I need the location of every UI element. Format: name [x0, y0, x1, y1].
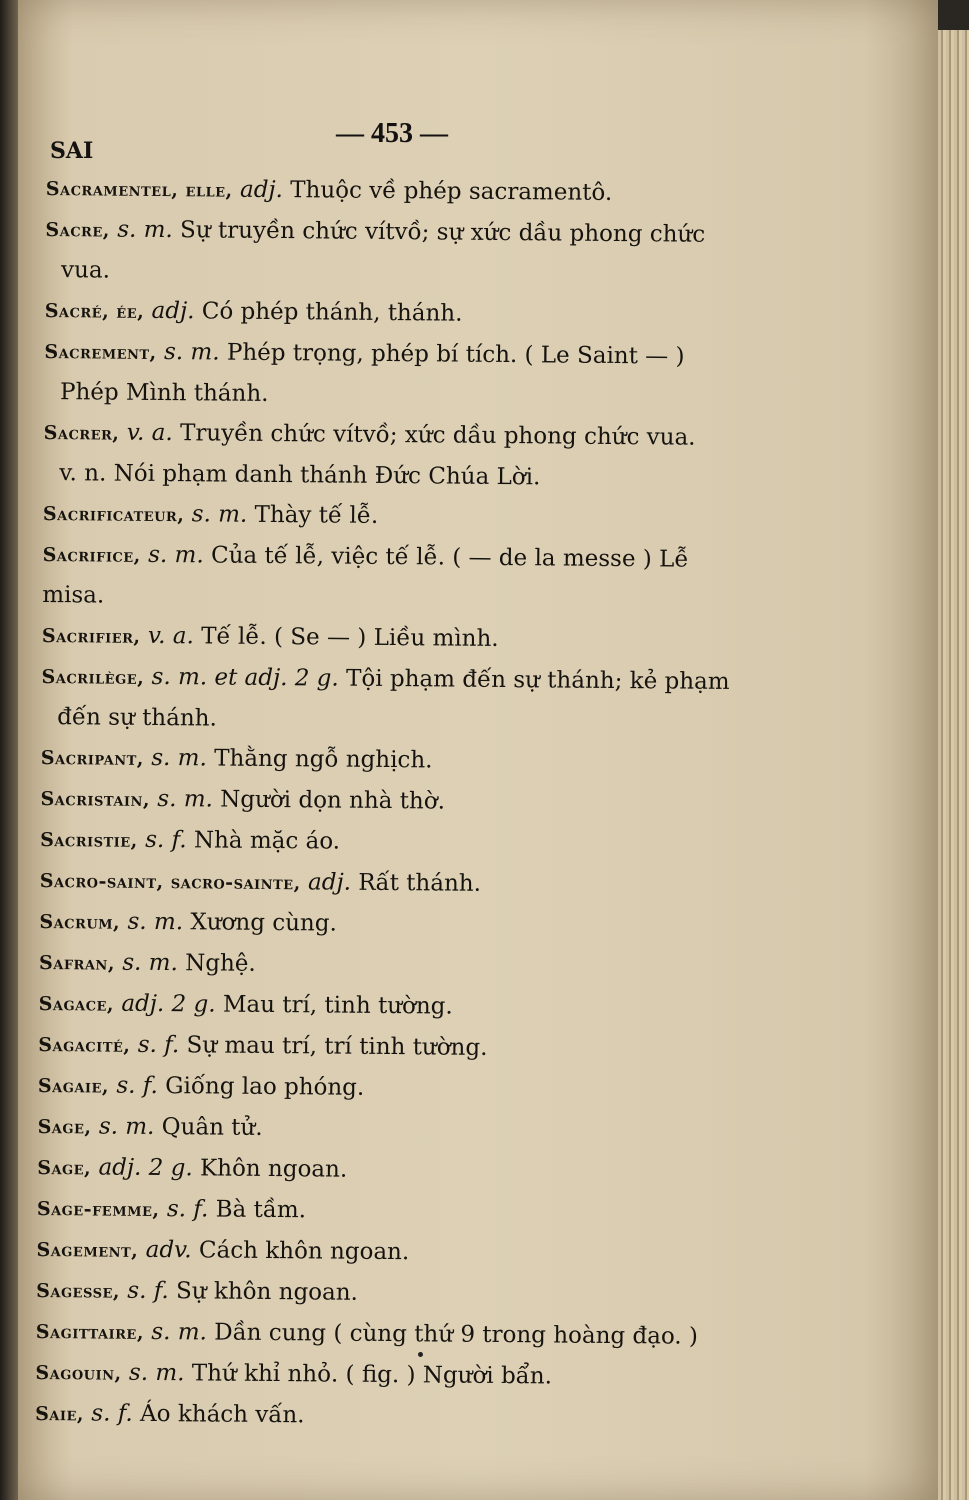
entry-continuation: v. n. Nói phạm danh thánh Đức Chúa Lời. — [59, 460, 541, 491]
entry-definition: Truyền chức vítvồ; xức dầu phong chức vua. — [179, 420, 696, 451]
page-number: — 453 — — [336, 118, 448, 149]
entry-headword: Sacrilège, — [41, 665, 145, 689]
dictionary-entry — [45, 209, 745, 256]
entry-headword: Sage, — [37, 1115, 92, 1139]
entry-headword: Sagement, — [36, 1238, 139, 1262]
dictionary-entries — [35, 168, 746, 1440]
entry-definition: Mau trí, tinh tường. — [222, 991, 453, 1020]
entry-definition: Nghệ. — [185, 950, 256, 977]
entry-part-of-speech: s. m. — [151, 1318, 207, 1346]
entry-headword: Sacrer, — [43, 421, 120, 445]
entry-headword: Sage, — [37, 1156, 92, 1180]
entry-headword: Saie, — [35, 1402, 85, 1426]
entry-headword: Sacramentel, elle, — [45, 177, 233, 202]
entry-headword: Sagittaire, — [35, 1320, 145, 1344]
entry-part-of-speech: s. m. — [148, 541, 204, 569]
dictionary-entry — [38, 1065, 738, 1112]
dictionary-entry — [38, 1024, 738, 1071]
dictionary-entry — [37, 1147, 737, 1194]
entry-part-of-speech: adj. — [307, 869, 352, 896]
entry-headword: Sacrifier, — [41, 624, 141, 648]
dictionary-entry — [35, 1393, 735, 1440]
entry-part-of-speech: adj. 2 g. — [98, 1154, 193, 1182]
entry-definition: Người dọn nhà thờ. — [220, 786, 446, 815]
dictionary-entry — [45, 290, 745, 337]
entry-part-of-speech: adj. 2 g. — [121, 990, 216, 1018]
entry-part-of-speech: v. a. — [147, 622, 194, 650]
page-edges — [938, 30, 969, 1500]
dictionary-entry — [39, 942, 739, 989]
entry-part-of-speech: adv. — [145, 1236, 192, 1264]
entry-headword: Sacrifice, — [42, 543, 141, 567]
entry-part-of-speech: s. m. — [127, 908, 184, 936]
entry-definition: Xương cùng. — [190, 909, 337, 937]
entry-headword: Sacré, ée, — [44, 299, 145, 323]
dictionary-entry — [41, 656, 741, 703]
entry-part-of-speech: v. a. — [126, 419, 173, 447]
entry-definition: Sự khôn ngoan. — [175, 1278, 359, 1306]
entry-definition: Cách khôn ngoan. — [198, 1237, 410, 1266]
dictionary-entry — [46, 168, 746, 215]
entry-part-of-speech: s. m. — [122, 949, 178, 977]
entry-headword: Sacristain, — [40, 787, 151, 811]
dictionary-entry — [35, 1352, 735, 1399]
entry-definition: Dần cung ( cùng thứ 9 trong hoàng đạo. ) — [214, 1319, 699, 1350]
entry-part-of-speech: s. f. — [137, 1031, 180, 1059]
dictionary-entry — [40, 819, 740, 866]
entry-definition: Giống lao phóng. — [165, 1073, 365, 1101]
dictionary-entry — [39, 983, 739, 1030]
dictionary-entry — [36, 1311, 736, 1358]
entry-part-of-speech: s. f. — [145, 826, 187, 854]
entry-headword: Sacro-saint, sacro-sainte, — [39, 869, 301, 895]
entry-part-of-speech: s. m. — [151, 744, 207, 772]
entry-headword: Sagaie, — [37, 1074, 110, 1098]
printer-mark-dot — [418, 1352, 423, 1357]
entry-part-of-speech: s. f. — [116, 1072, 158, 1100]
entry-headword: Sagace, — [38, 992, 115, 1016]
dictionary-entry — [42, 534, 743, 621]
entry-definition: Thày tế lễ. — [254, 501, 379, 529]
entry-part-of-speech: s. m. — [98, 1113, 155, 1140]
dictionary-entry — [37, 1188, 737, 1235]
entry-part-of-speech: s. m. et adj. 2 g. — [151, 663, 339, 692]
entry-part-of-speech: s. m. — [117, 216, 173, 244]
entry-part-of-speech: adj. — [239, 176, 284, 204]
entry-headword: Safran, — [38, 951, 116, 975]
entry-headword: Sagesse, — [36, 1279, 121, 1303]
entry-definition: Thằng ngỗ nghịch. — [214, 745, 433, 774]
dictionary-entry — [37, 1106, 737, 1153]
dictionary-entry — [40, 778, 740, 825]
entry-definition: Bà tầm. — [215, 1196, 307, 1224]
entry-headword: Sacristie, — [40, 828, 138, 852]
entry-definition: Áo khách vấn. — [140, 1400, 305, 1429]
entry-part-of-speech: s. m. — [191, 501, 248, 528]
dictionary-entry — [40, 860, 740, 907]
dictionary-entry — [41, 737, 741, 784]
entry-definition: Tội phạm đến sự thánh; kẻ phạm — [345, 665, 730, 695]
entry-headword: Sacrificateur, — [42, 502, 185, 527]
entry-headword: Sage-femme, — [36, 1197, 160, 1222]
entry-part-of-speech: s. f. — [91, 1400, 133, 1427]
entry-headword: Sagacité, — [38, 1033, 131, 1057]
entry-definition: Rất thánh. — [358, 869, 482, 897]
dictionary-entry — [42, 615, 742, 662]
entry-definition: Thuộc về phép sacramentô. — [290, 177, 613, 206]
entry-continuation: đến sự thánh. — [57, 704, 217, 732]
entry-definition: Khôn ngoan. — [199, 1155, 348, 1183]
entry-part-of-speech: s. m. — [157, 785, 214, 813]
entry-definition: Tế lễ. ( Se — ) Liều mình. — [201, 623, 499, 652]
entry-definition: Nhà mặc áo. — [193, 827, 341, 855]
entry-part-of-speech: s. f. — [127, 1277, 169, 1305]
running-head: SAI — [50, 138, 94, 164]
entry-headword: Sacrement, — [44, 340, 157, 364]
entry-continuation: Phép Mình thánh. — [59, 379, 269, 407]
entry-part-of-speech: s. f. — [166, 1196, 209, 1223]
entry-definition: Có phép thánh, thánh. — [201, 298, 463, 327]
entry-continuation: vua. — [60, 257, 111, 284]
entry-part-of-speech: adj. — [151, 297, 195, 325]
entry-headword: Sacripant, — [40, 746, 145, 770]
entry-definition: Thứ khỉ nhỏ. ( fig. ) Người bẩn. — [191, 1360, 553, 1390]
dictionary-entry — [43, 493, 743, 540]
entry-part-of-speech: s. m. — [128, 1359, 185, 1387]
book-spine-shadow — [0, 0, 18, 1500]
entry-definition: Phép trọng, phép bí tích. ( Le Saint — ) — [226, 339, 685, 370]
dictionary-entry — [44, 331, 744, 378]
dictionary-entry — [39, 901, 739, 948]
entry-part-of-speech: s. m. — [163, 339, 220, 366]
entry-headword: Sacrum, — [39, 910, 121, 934]
dictionary-entry — [36, 1229, 736, 1276]
entry-definition: Sự truyền chức vítvồ; sự xức dầu phong chức — [180, 217, 706, 248]
entry-headword: Sagouin, — [35, 1361, 122, 1385]
dictionary-entry — [36, 1270, 736, 1317]
entry-definition: Của tế lễ, việc tế lễ. ( — de la messe ) Lễ misa. — [42, 542, 689, 609]
dictionary-entry — [44, 412, 744, 459]
entry-headword: Sacre, — [45, 218, 111, 242]
entry-definition: Sự mau trí, trí tinh tường. — [186, 1032, 488, 1061]
entry-definition: Quân tử. — [161, 1114, 263, 1141]
